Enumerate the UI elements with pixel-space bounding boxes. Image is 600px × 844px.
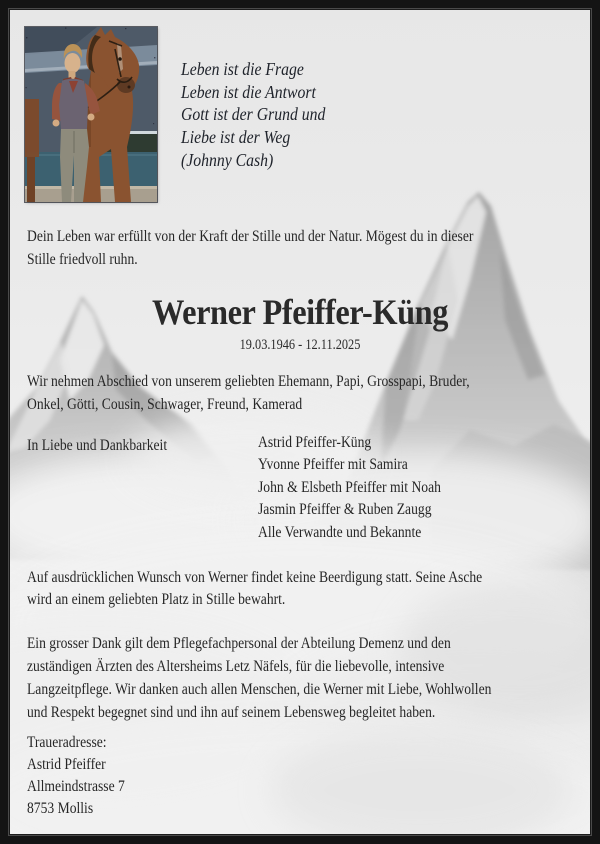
mourning-address bbox=[27, 732, 125, 820]
burial-paragraph bbox=[27, 567, 482, 611]
text-line: wird an einem geliebten Platz in Stille bewahrt. bbox=[27, 591, 286, 608]
text-line: zuständigen Ärzten des Altersheims Letz Näfels, für die liebevolle, intensive bbox=[27, 658, 445, 675]
text-line: Ein grosser Dank gilt dem Pflegefachpersonal der Abteilung Demenz und den bbox=[27, 635, 451, 652]
text-line: Dein Leben war erfüllt von der Kraft der Stille und der Natur. Mögest du in dieser bbox=[27, 228, 474, 245]
mourner-name: Jasmin Pfeiffer & Ruben Zaugg bbox=[258, 501, 432, 519]
quote-line: Leben ist die Frage bbox=[181, 59, 304, 79]
mourner-name: Yvonne Pfeiffer mit Samira bbox=[258, 456, 408, 474]
quote-line: Leben ist die Antwort bbox=[181, 81, 316, 102]
mourner-name: Astrid Pfeiffer-Küng bbox=[258, 434, 372, 451]
closing-label: In Liebe und Dankbarkeit bbox=[27, 437, 168, 454]
text-line: Langzeitpflege. Wir danken auch allen Menschen, die Werner mit Liebe, Wohlwollen bbox=[27, 681, 492, 698]
mourning-address-label: Traueradresse: bbox=[27, 734, 107, 751]
text-line: Auf ausdrücklichen Wunsch von Werner findet keine Beerdigung statt. Seine Asche bbox=[27, 569, 483, 586]
mourner-name: Alle Verwandte und Bekannte bbox=[258, 523, 422, 541]
quote-block bbox=[181, 58, 325, 172]
portrait-photo bbox=[25, 27, 157, 202]
text-line: Onkel, Götti, Cousin, Schwager, Freund, Kamerad bbox=[27, 396, 303, 413]
mourners-list bbox=[258, 432, 441, 544]
thanks-paragraph bbox=[27, 632, 491, 724]
text-line: Stille friedvoll ruhn. bbox=[27, 251, 138, 268]
address-line: Astrid Pfeiffer bbox=[27, 756, 106, 773]
quote-attribution: (Johnny Cash) bbox=[181, 149, 274, 170]
address-line: Allmeindstrasse 7 bbox=[27, 778, 125, 795]
deceased-dates: 19.03.1946 - 12.11.2025 bbox=[239, 337, 361, 353]
intro-paragraph bbox=[27, 225, 473, 271]
quote-line: Liebe ist der Weg bbox=[181, 127, 291, 148]
farewell-paragraph bbox=[27, 370, 470, 416]
quote-line: Gott ist der Grund und bbox=[181, 104, 326, 125]
deceased-name: Werner Pfeiffer-Küng bbox=[151, 292, 448, 332]
text-line: und Respekt begegnet sind und ihn auf seinem Lebensweg begleitet haben. bbox=[27, 704, 436, 721]
text-line: Wir nehmen Abschied von unserem geliebten Ehemann, Papi, Grosspapi, Bruder, bbox=[27, 373, 470, 390]
mourner-name: John & Elsbeth Pfeiffer mit Noah bbox=[258, 478, 441, 496]
address-line: 8753 Mollis bbox=[27, 800, 94, 817]
